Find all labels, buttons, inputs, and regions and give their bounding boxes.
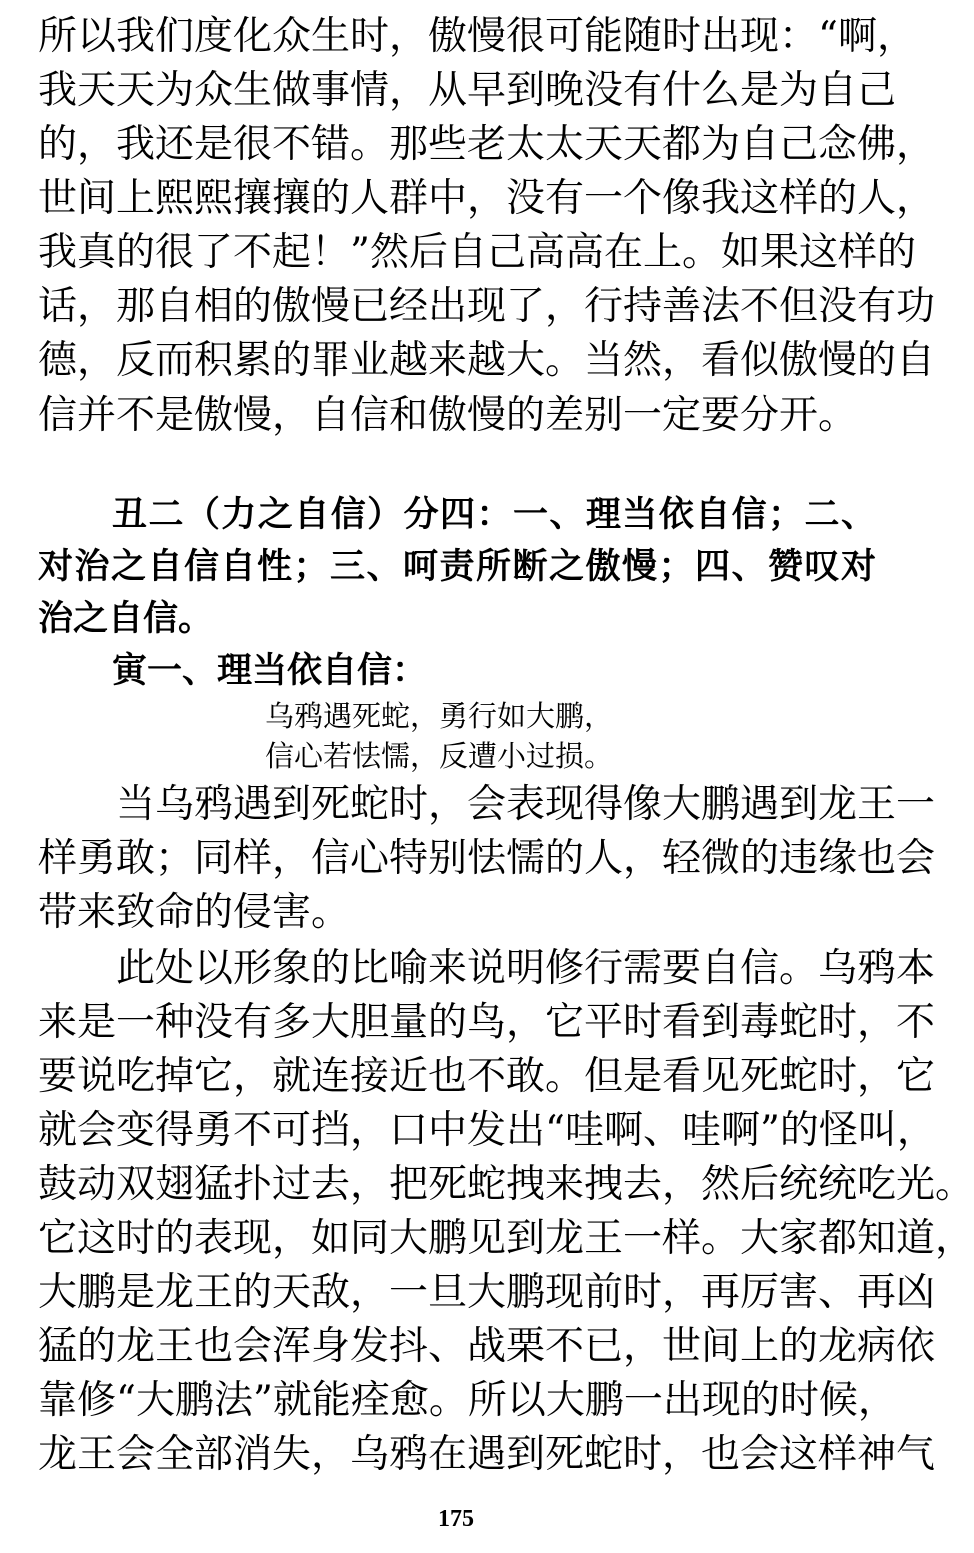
text-line: 我真的很了不起！”然后自己高高在上。如果这样的 bbox=[38, 230, 916, 275]
text-line: 大鹏是龙王的天敌，一旦大鹏现前时，再厉害、再凶 bbox=[38, 1270, 936, 1315]
text-line: 的，我还是很不错。那些老太太天天都为自己念佛， bbox=[38, 122, 936, 167]
page-number: 175 bbox=[438, 1506, 474, 1532]
text-line: 德，反而积累的罪业越来越大。当然，看似傲慢的自 bbox=[38, 338, 936, 383]
text-line: 要说吃掉它，就连接近也不敢。但是看见死蛇时，它 bbox=[38, 1054, 936, 1099]
text-line: 话，那自相的傲慢已经出现了，行持善法不但没有功 bbox=[38, 284, 936, 329]
sub-heading: 寅一、理当依自信： bbox=[112, 651, 428, 691]
text-line: 龙王会全部消失，乌鸦在遇到死蛇时，也会这样神气 bbox=[38, 1432, 936, 1477]
text-line: 靠修“大鹏法”就能痊愈。所以大鹏一出现的时候， bbox=[38, 1378, 897, 1423]
verse-line: 乌鸦遇死蛇，勇行如大鹏， bbox=[265, 699, 614, 733]
text-line: 样勇敢；同样，信心特别怯懦的人，轻微的违缘也会 bbox=[38, 836, 936, 881]
text-line: 鼓动双翅猛扑过去，把死蛇拽来拽去，然后统统吃光。 bbox=[38, 1162, 974, 1207]
text-line: 我天天为众生做事情，从早到晚没有什么是为自己 bbox=[38, 68, 897, 113]
text-line: 就会变得勇不可挡，口中发出“哇啊、哇啊”的怪叫， bbox=[38, 1108, 936, 1153]
text-line: 来是一种没有多大胆量的鸟，它平时看到毒蛇时，不 bbox=[38, 1000, 936, 1045]
verse-line: 信心若怯懦，反遭小过损。 bbox=[265, 739, 614, 773]
text-line: 世间上熙熙攘攘的人群中，没有一个像我这样的人， bbox=[38, 176, 936, 221]
text-line: 所以我们度化众生时，傲慢很可能随时出现：“啊， bbox=[38, 14, 916, 59]
heading-line: 丑二（力之自信）分四：一、理当依自信；二、 bbox=[112, 495, 876, 535]
text-line: 此处以形象的比喻来说明修行需要自信。乌鸦本 bbox=[116, 946, 936, 991]
text-line: 带来致命的侵害。 bbox=[38, 890, 351, 935]
text-line: 信并不是傲慢，自信和傲慢的差别一定要分开。 bbox=[38, 393, 858, 438]
heading-line: 对治之自信自性；三、呵责所断之傲慢；四、赞叹对 bbox=[38, 547, 876, 587]
text-line: 当乌鸦遇到死蛇时，会表现得像大鹏遇到龙王一 bbox=[116, 782, 936, 827]
heading-line: 治之自信。 bbox=[38, 599, 214, 639]
text-line: 猛的龙王也会浑身发抖、战栗不已，世间上的龙病依 bbox=[38, 1324, 936, 1369]
text-line: 它这时的表现，如同大鹏见到龙王一样。大家都知道， bbox=[38, 1216, 974, 1261]
